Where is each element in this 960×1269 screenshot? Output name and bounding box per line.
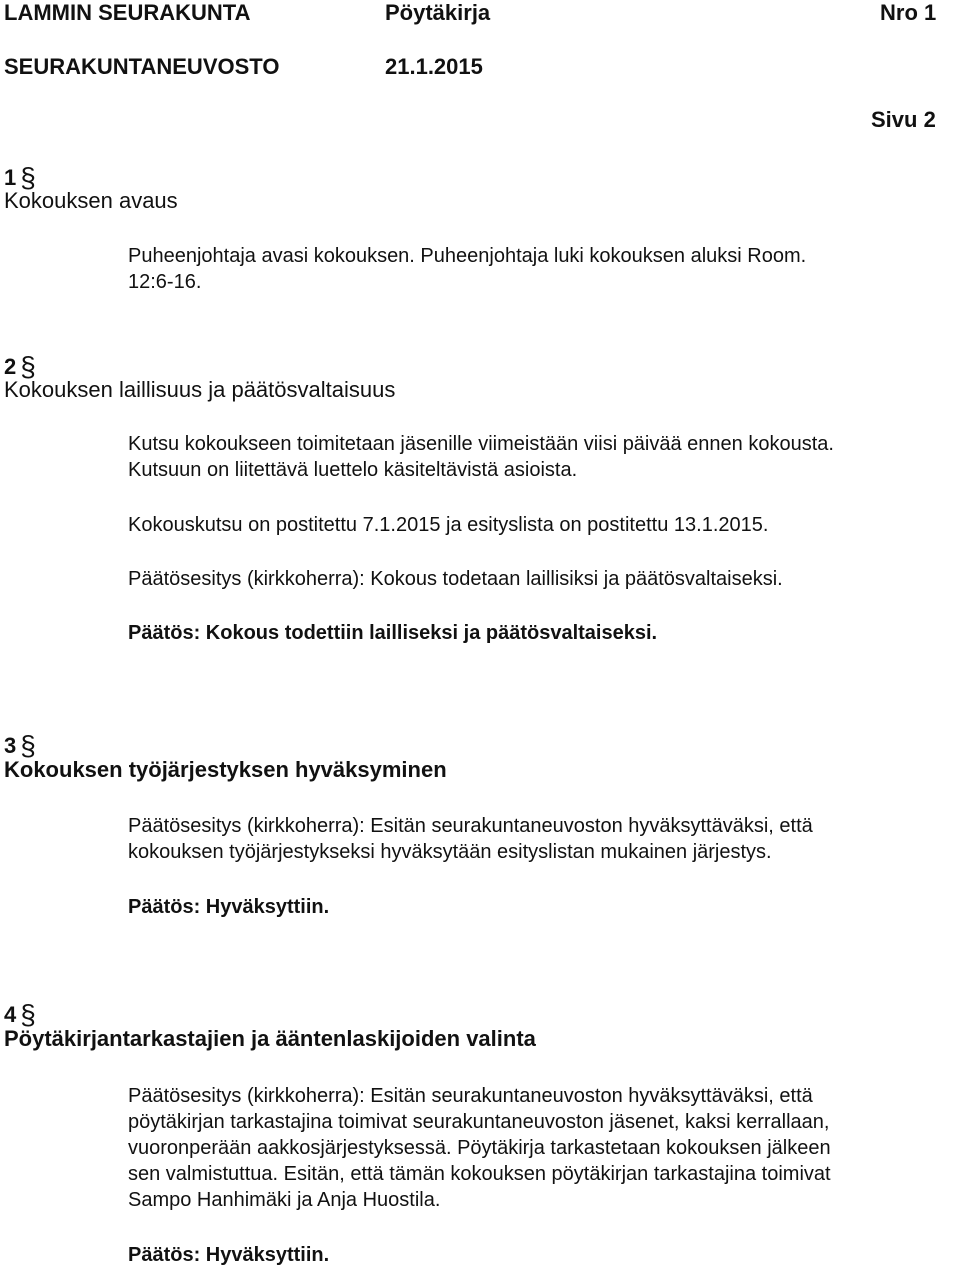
section-paragraph [128, 431, 958, 483]
section-paragraph [128, 813, 958, 865]
section-title: Kokouksen avaus [4, 188, 178, 213]
decision-text [128, 620, 958, 646]
decision-line: Päätös: Hyväksyttiin. [128, 896, 330, 918]
section-number-value: 2 [4, 354, 17, 379]
document-number: Nro 1 [880, 0, 937, 25]
section-paragraph [128, 566, 958, 592]
paragraph-line: Kutsu kokoukseen toimitetaan jäsenille viimeistään viisi päivää ennen kokousta. [128, 433, 834, 455]
section-paragraph [128, 1083, 958, 1213]
paragraph-sign: § [20, 162, 36, 193]
section-number [4, 728, 36, 760]
decision-line: Päätös: Hyväksyttiin. [128, 1244, 330, 1266]
section-number-value: 1 [4, 165, 17, 190]
paragraph-line: kokouksen työjärjestykseksi hyväksytään esityslistan mukainen järjestys. [128, 841, 772, 863]
paragraph-line: Sampo Hanhimäki ja Anja Huostila. [128, 1189, 441, 1211]
decision-text [128, 894, 958, 920]
organization-name: LAMMIN SEURAKUNTA [4, 0, 251, 25]
paragraph-sign: § [20, 351, 36, 382]
paragraph-line: Päätösesitys (kirkkoherra): Kokous todetaan laillisiksi ja päätösvaltaiseksi. [128, 568, 783, 590]
section-number-value: 3 [4, 733, 17, 758]
meeting-date: 21.1.2015 [385, 54, 483, 79]
section-title: Pöytäkirjantarkastajien ja ääntenlaskijoiden valinta [4, 1026, 536, 1051]
paragraph-line: Puheenjohtaja avasi kokouksen. Puheenjohtaja luki kokouksen aluksi Room. [128, 245, 807, 267]
section-paragraph [128, 512, 958, 538]
section-paragraph [128, 243, 958, 295]
paragraph-line: Kokouskutsu on postitettu 7.1.2015 ja esityslista on postitettu 13.1.2015. [128, 514, 769, 536]
section-number [4, 997, 36, 1029]
section-number-value: 4 [4, 1002, 17, 1027]
page-number: Sivu 2 [871, 107, 936, 132]
paragraph-line: sen valmistuttua. Esitän, että tämän kokouksen pöytäkirjan tarkastajina toimivat [128, 1163, 831, 1185]
paragraph-line: vuoronperään aakkosjärjestyksessä. Pöytäkirja tarkastetaan kokouksen jälkeen [128, 1137, 831, 1159]
governing-body: SEURAKUNTANEUVOSTO [4, 54, 280, 79]
paragraph-sign: § [20, 999, 36, 1030]
paragraph-line: Kutsuun on liitettävä luettelo käsiteltävistä asioista. [128, 459, 578, 481]
decision-line: Päätös: Kokous todettiin lailliseksi ja päätösvaltaiseksi. [128, 622, 658, 644]
paragraph-line: Päätösesitys (kirkkoherra): Esitän seurakuntaneuvoston hyväksyttäväksi, että [128, 815, 813, 837]
paragraph-line: pöytäkirjan tarkastajina toimivat seurakuntaneuvoston jäsenet, kaksi kerrallaan, [128, 1111, 830, 1133]
paragraph-line: 12:6-16. [128, 271, 202, 293]
decision-text [128, 1242, 958, 1268]
document-type: Pöytäkirja [385, 0, 491, 25]
paragraph-line: Päätösesitys (kirkkoherra): Esitän seurakuntaneuvoston hyväksyttäväksi, että [128, 1085, 813, 1107]
section-title: Kokouksen laillisuus ja päätösvaltaisuus [4, 377, 396, 402]
section-title: Kokouksen työjärjestyksen hyväksyminen [4, 757, 447, 782]
paragraph-sign: § [20, 730, 36, 761]
